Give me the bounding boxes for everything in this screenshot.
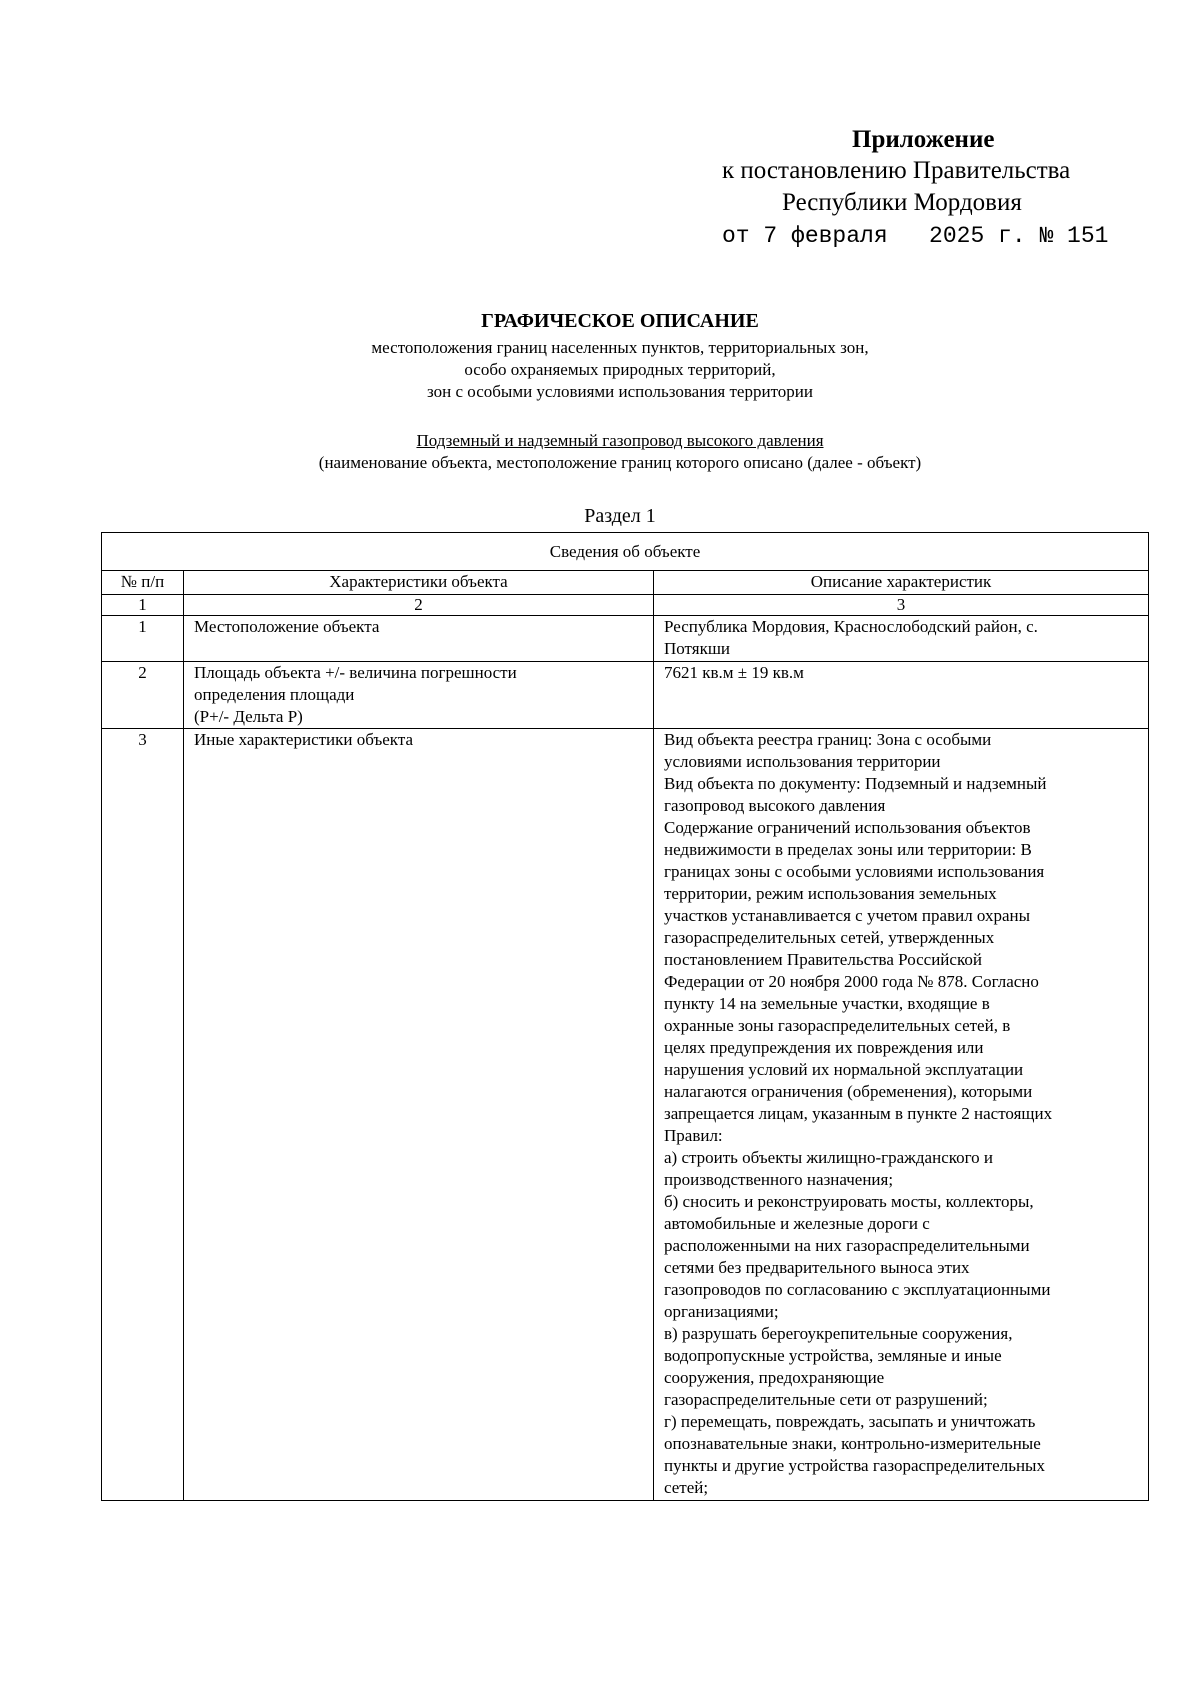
appendix-republic-line: Республики Мордовия <box>782 189 1022 216</box>
description-line: г) перемещать, повреждать, засыпать и уничтожать <box>664 1412 1036 1431</box>
table-body <box>102 616 1149 1501</box>
table-row <box>102 729 1149 1501</box>
table-caption: Сведения об объекте <box>102 533 1149 571</box>
description-line: Республика Мордовия, Краснослободский район, с. <box>664 617 1038 636</box>
column-header-description: Описание характеристик <box>654 571 1149 595</box>
description-line: сетей; <box>664 1478 709 1497</box>
subtitle-line: местоположения границ населенных пунктов, территориальных зон, <box>371 338 869 357</box>
row-characteristic <box>184 616 654 662</box>
description-line: а) строить объекты жилищно-гражданского и <box>664 1148 994 1167</box>
document-subtitle <box>100 337 1140 403</box>
object-name: Подземный и надземный газопровод высокого давления <box>416 431 824 450</box>
description-line: территории, режим использования земельных <box>664 884 997 903</box>
description-line: сооружения, предохраняющие <box>664 1368 885 1387</box>
description-line: Вид объекта по документу: Подземный и надземный <box>664 774 1047 793</box>
description-line: Вид объекта реестра границ: Зона с особыми <box>664 730 992 749</box>
row-characteristic <box>184 729 654 1501</box>
row-description <box>654 616 1149 662</box>
column-header-characteristic: Характеристики объекта <box>184 571 654 595</box>
description-line: в) разрушать берегоукрепительные сооружения, <box>664 1324 1013 1343</box>
description-line: участков устанавливается с учетом правил охраны <box>664 906 1031 925</box>
row-number: 2 <box>102 662 184 729</box>
description-line: сетями без предварительного выноса этих <box>664 1258 970 1277</box>
appendix-decree-line: к постановлению Правительства <box>722 157 1071 184</box>
description-line: газораспределительные сети от разрушений; <box>664 1390 988 1409</box>
row-description <box>654 729 1149 1501</box>
description-line: водопропускные устройства, земляные и иные <box>664 1346 1002 1365</box>
description-line: пункты и другие устройства газораспределительных <box>664 1456 1045 1475</box>
table-row <box>102 616 1149 662</box>
description-line: постановлением Правительства Российской <box>664 950 982 969</box>
description-line: опознавательные знаки, контрольно-измерительные <box>664 1434 1041 1453</box>
description-line: 7621 кв.м ± 19 кв.м <box>664 663 804 682</box>
row-number: 3 <box>102 729 184 1501</box>
description-line: охранные зоны газораспределительных сетей, в <box>664 1016 1011 1035</box>
object-info-table <box>101 532 1149 1501</box>
description-line: Содержание ограничений использования объектов <box>664 818 1031 837</box>
column-number: 2 <box>184 595 654 616</box>
table-row <box>102 662 1149 729</box>
characteristic-line: Площадь объекта +/- величина погрешности <box>194 663 517 682</box>
description-line: газопровод высокого давления <box>664 796 886 815</box>
characteristic-line: Местоположение объекта <box>194 617 380 636</box>
column-number: 1 <box>102 595 184 616</box>
description-line: условиями использования территории <box>664 752 941 771</box>
description-line: б) сносить и реконструировать мосты, коллекторы, <box>664 1192 1034 1211</box>
characteristic-line: (P+/- Дельта P) <box>194 707 303 726</box>
subtitle-line: зон с особыми условиями использования территории <box>427 382 813 401</box>
column-number: 3 <box>654 595 1149 616</box>
description-line: Федерации от 20 ноября 2000 года № 878. Согласно <box>664 972 1039 991</box>
description-line: газопроводов по согласованию с эксплуатационными <box>664 1280 1051 1299</box>
description-line: границах зоны с особыми условиями использования <box>664 862 1045 881</box>
description-line: пункту 14 на земельные участки, входящие в <box>664 994 990 1013</box>
appendix-block <box>700 125 1150 253</box>
row-description <box>654 662 1149 729</box>
description-line: Правил: <box>664 1126 723 1145</box>
description-line: нарушения условий их нормальной эксплуатации <box>664 1060 1024 1079</box>
characteristic-line: Иные характеристики объекта <box>194 730 414 749</box>
description-line: целях предупреждения их повреждения или <box>664 1038 984 1057</box>
description-line: автомобильные и железные дороги с <box>664 1214 930 1233</box>
description-line: организациями; <box>664 1302 779 1321</box>
description-line: расположенными на них газораспределительными <box>664 1236 1030 1255</box>
row-characteristic <box>184 662 654 729</box>
appendix-date-line: от 7 февраля 2025 г. № 151 <box>722 223 1109 249</box>
document-title: ГРАФИЧЕСКОЕ ОПИСАНИЕ <box>481 310 759 332</box>
description-line: Потякши <box>664 639 731 658</box>
characteristic-line: определения площади <box>194 685 355 704</box>
description-line: запрещается лицам, указанным в пункте 2 настоящих <box>664 1104 1053 1123</box>
appendix-title: Приложение <box>852 126 995 153</box>
description-line: налагаются ограничения (обременения), которыми <box>664 1082 1033 1101</box>
section-label: Раздел 1 <box>584 505 656 527</box>
subtitle-line: особо охраняемых природных территорий, <box>464 360 776 379</box>
description-line: недвижимости в пределах зоны или территории: В <box>664 840 1032 859</box>
description-line: производственного назначения; <box>664 1170 894 1189</box>
column-header-number: № п/п <box>102 571 184 595</box>
description-line: газораспределительных сетей, утвержденных <box>664 928 995 947</box>
row-number: 1 <box>102 616 184 662</box>
object-name-caption: (наименование объекта, местоположение границ которого описано (далее - объект) <box>318 453 922 472</box>
